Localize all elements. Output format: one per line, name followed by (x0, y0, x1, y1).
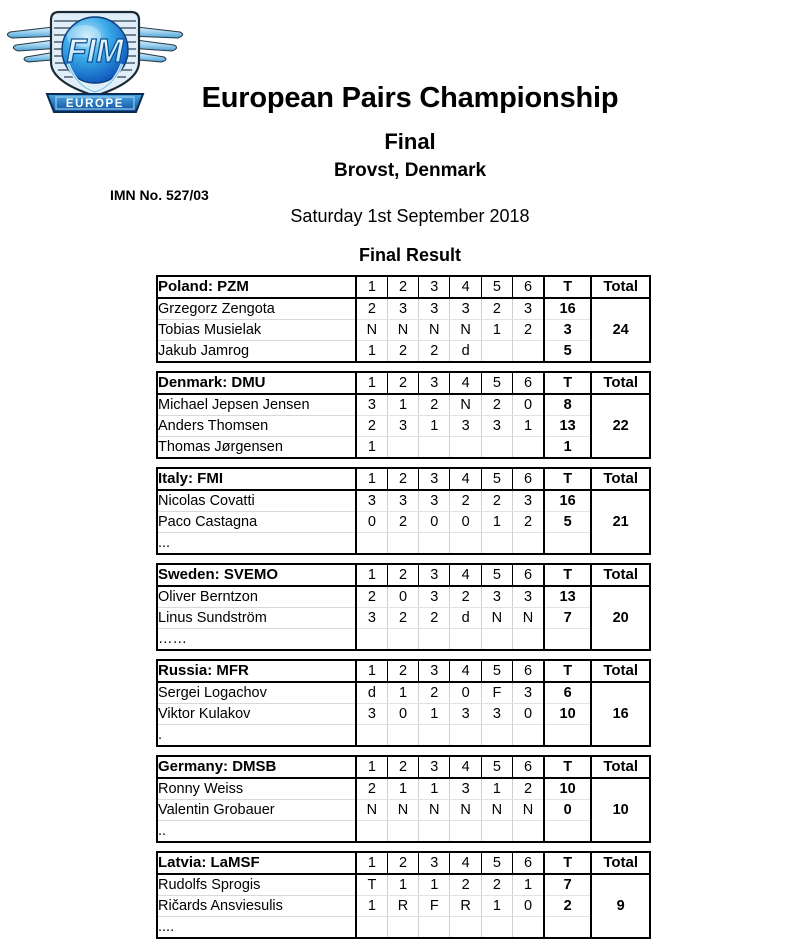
heat-header: 4 (450, 853, 481, 874)
heat-score: 3 (513, 490, 544, 512)
europe-banner (47, 94, 143, 112)
heat-score: 3 (419, 298, 450, 320)
rider-total: 2 (544, 896, 591, 917)
heat-total-header: T (544, 853, 591, 874)
heat-score: 3 (513, 682, 544, 704)
heat-score (387, 533, 418, 554)
rider-row (158, 394, 649, 416)
heat-score: 0 (513, 896, 544, 917)
heat-score: 2 (481, 298, 512, 320)
heat-score: 2 (513, 512, 544, 533)
team-table (158, 661, 649, 745)
heat-score: 2 (450, 874, 481, 896)
rider-total: 13 (544, 416, 591, 437)
heat-score: 1 (356, 896, 387, 917)
rider-name: Viktor Kulakov (158, 704, 356, 725)
heat-score: 1 (481, 320, 512, 341)
heat-score: 1 (356, 341, 387, 362)
heat-score (481, 533, 512, 554)
heat-score: N (419, 800, 450, 821)
rider-name: Michael Jepsen Jensen (158, 394, 356, 416)
heat-score: d (450, 341, 481, 362)
heat-total-header: T (544, 661, 591, 682)
rider-row (158, 629, 649, 650)
heat-score: N (450, 320, 481, 341)
heat-score: 2 (356, 586, 387, 608)
grand-total-header: Total (591, 277, 649, 298)
heat-score: 1 (419, 778, 450, 800)
rider-name: ... (158, 535, 171, 551)
heat-header: 2 (387, 661, 418, 682)
heat-score: 3 (481, 704, 512, 725)
team-table (158, 277, 649, 361)
rider-name: Valentin Grobauer (158, 800, 356, 821)
heat-score: 1 (513, 416, 544, 437)
rider-name: .. (158, 823, 167, 839)
svg-text:EUROPE: EUROPE (65, 98, 125, 110)
rider-total: 7 (544, 608, 591, 629)
heat-score: 1 (356, 437, 387, 458)
heat-header: 4 (450, 277, 481, 298)
team-header-row (158, 373, 649, 394)
rider-name: Thomas Jørgensen (158, 439, 283, 455)
rider-name: Jakub Jamrog (158, 343, 250, 359)
team-block (156, 371, 651, 459)
heat-score: d (356, 682, 387, 704)
rider-name: Ričards Ansviesulis (158, 896, 356, 917)
heat-score (419, 533, 450, 554)
rider-total: 0 (544, 800, 591, 821)
heat-header: 5 (481, 565, 512, 586)
heat-score: 2 (481, 394, 512, 416)
team-header-row (158, 277, 649, 298)
heat-score: N (356, 800, 387, 821)
heat-score: R (450, 896, 481, 917)
heat-score: 3 (450, 298, 481, 320)
team-total: 22 (591, 394, 649, 457)
heat-header: 6 (513, 373, 544, 394)
heat-header: 3 (419, 661, 450, 682)
rider-total (544, 725, 591, 746)
heat-header: 6 (513, 853, 544, 874)
heat-header: 4 (450, 373, 481, 394)
rider-row (158, 800, 649, 821)
heat-score (481, 917, 512, 938)
heat-score (387, 917, 418, 938)
heat-total-header: T (544, 565, 591, 586)
heat-score (481, 725, 512, 746)
rider-row (158, 682, 649, 704)
rider-row (158, 874, 649, 896)
heat-header: 1 (356, 277, 387, 298)
heat-score: 0 (419, 512, 450, 533)
heat-score: 3 (356, 608, 387, 629)
heat-score (356, 629, 387, 650)
heat-score: F (481, 682, 512, 704)
heat-score (481, 341, 512, 362)
heat-score: 1 (513, 874, 544, 896)
rider-total: 16 (544, 490, 591, 512)
team-header-row (158, 661, 649, 682)
heat-score: 1 (481, 512, 512, 533)
heat-score: 3 (513, 586, 544, 608)
heat-score: 2 (387, 512, 418, 533)
heat-score (419, 437, 450, 458)
heat-header: 6 (513, 757, 544, 778)
event-venue: Brovst, Denmark (333, 160, 487, 181)
results-container (156, 275, 651, 939)
heat-total-header: T (544, 469, 591, 490)
team-block (156, 275, 651, 363)
heat-score: N (450, 800, 481, 821)
event-stage: Final (384, 129, 436, 154)
heat-score: 2 (450, 490, 481, 512)
heat-score (450, 821, 481, 842)
rider-row (158, 416, 649, 437)
rider-total (544, 533, 591, 554)
heat-header: 3 (419, 757, 450, 778)
heat-score (419, 725, 450, 746)
heat-header: 4 (450, 757, 481, 778)
heat-header: 2 (387, 853, 418, 874)
rider-total: 6 (544, 682, 591, 704)
rider-total: 16 (544, 298, 591, 320)
rider-name: Oliver Berntzon (158, 586, 356, 608)
heat-score (356, 533, 387, 554)
heat-score: 2 (356, 298, 387, 320)
heat-score: 3 (387, 416, 418, 437)
heat-header: 1 (356, 565, 387, 586)
heat-score: 3 (356, 490, 387, 512)
team-header-row (158, 853, 649, 874)
heat-score (419, 821, 450, 842)
rider-total: 3 (544, 320, 591, 341)
grand-total-header: Total (591, 757, 649, 778)
rider-name: Paco Castagna (158, 512, 356, 533)
heat-score: 3 (450, 416, 481, 437)
heat-score: 0 (387, 586, 418, 608)
team-block (156, 563, 651, 651)
rider-total: 10 (544, 778, 591, 800)
heat-score: 1 (419, 874, 450, 896)
heat-score: N (356, 320, 387, 341)
heat-header: 3 (419, 373, 450, 394)
heat-score: 3 (356, 394, 387, 416)
rider-row (158, 704, 649, 725)
heat-score: 2 (419, 682, 450, 704)
heat-score (513, 437, 544, 458)
heat-total-header: T (544, 757, 591, 778)
team-name: Poland: PZM (158, 277, 356, 298)
team-header-row (158, 469, 649, 490)
heat-header: 4 (450, 661, 481, 682)
team-total: 16 (591, 682, 649, 745)
rider-name: Anders Thomsen (158, 416, 356, 437)
rider-row (158, 320, 649, 341)
rider-row (158, 533, 649, 554)
rider-name: Ronny Weiss (158, 778, 356, 800)
team-table (158, 757, 649, 841)
heat-score: 2 (419, 608, 450, 629)
heat-score: N (387, 800, 418, 821)
heat-score: 3 (419, 586, 450, 608)
team-total: 20 (591, 586, 649, 649)
rider-row (158, 917, 649, 938)
heat-header: 5 (481, 757, 512, 778)
team-name: Germany: DMSB (158, 757, 356, 778)
heat-header: 1 (356, 853, 387, 874)
heat-score (450, 437, 481, 458)
team-table (158, 469, 649, 553)
heat-score: 1 (481, 778, 512, 800)
team-header-row (158, 565, 649, 586)
heat-score: 1 (387, 394, 418, 416)
heat-header: 1 (356, 757, 387, 778)
rider-name: Rudolfs Sprogis (158, 874, 356, 896)
rider-total: 13 (544, 586, 591, 608)
heat-score (419, 917, 450, 938)
heat-header: 6 (513, 565, 544, 586)
heat-score: 3 (356, 704, 387, 725)
heat-score: 1 (387, 682, 418, 704)
heat-score: 2 (356, 778, 387, 800)
heat-score: 3 (387, 490, 418, 512)
heat-header: 5 (481, 277, 512, 298)
heat-score: d (450, 608, 481, 629)
team-block (156, 467, 651, 555)
rider-row (158, 821, 649, 842)
heat-total-header: T (544, 277, 591, 298)
heat-header: 6 (513, 469, 544, 490)
team-header-row (158, 757, 649, 778)
heat-score: 3 (450, 778, 481, 800)
heat-header: 6 (513, 661, 544, 682)
rider-name: …… (158, 631, 187, 647)
heat-score: 3 (481, 416, 512, 437)
heat-score (356, 725, 387, 746)
team-name: Sweden: SVEMO (158, 565, 356, 586)
heat-header: 3 (419, 565, 450, 586)
rider-row (158, 490, 649, 512)
team-name: Italy: FMI (158, 469, 356, 490)
heat-header: 2 (387, 565, 418, 586)
heat-score: 0 (356, 512, 387, 533)
page-title: European Pairs Championship (201, 82, 619, 114)
heat-score: 3 (513, 298, 544, 320)
heat-header: 5 (481, 853, 512, 874)
heat-header: 2 (387, 277, 418, 298)
heat-score: N (481, 608, 512, 629)
heat-header: 5 (481, 661, 512, 682)
heat-score (481, 629, 512, 650)
grand-total-header: Total (591, 853, 649, 874)
heat-header: 3 (419, 853, 450, 874)
rider-total: 1 (544, 437, 591, 458)
rider-row (158, 896, 649, 917)
team-name: Denmark: DMU (158, 373, 356, 394)
heat-header: 4 (450, 469, 481, 490)
heat-header: 1 (356, 661, 387, 682)
heat-score: 2 (481, 490, 512, 512)
rider-row (158, 725, 649, 746)
heat-score: 3 (419, 490, 450, 512)
section-title: Final Result (358, 245, 461, 265)
heat-score: F (419, 896, 450, 917)
team-table (158, 853, 649, 937)
heat-header: 2 (387, 757, 418, 778)
rider-name: Nicolas Covatti (158, 490, 356, 512)
heat-score: 1 (387, 874, 418, 896)
heat-score (481, 437, 512, 458)
heat-score (481, 821, 512, 842)
fim-wordmark: FIM (66, 32, 124, 69)
grand-total-header: Total (591, 661, 649, 682)
heat-score: 3 (450, 704, 481, 725)
heat-score: 1 (387, 778, 418, 800)
rider-total: 8 (544, 394, 591, 416)
rider-name: .... (158, 919, 175, 935)
heat-score: 0 (513, 394, 544, 416)
rider-row (158, 778, 649, 800)
heat-header: 2 (387, 373, 418, 394)
team-block (156, 659, 651, 747)
heat-score (450, 629, 481, 650)
heat-score (513, 629, 544, 650)
heat-score (356, 821, 387, 842)
rider-total (544, 821, 591, 842)
rider-total: 5 (544, 512, 591, 533)
heat-score: 0 (513, 704, 544, 725)
heat-header: 3 (419, 277, 450, 298)
heat-score: 2 (450, 586, 481, 608)
heat-score (387, 437, 418, 458)
heat-score (450, 725, 481, 746)
heat-score (513, 725, 544, 746)
rider-row (158, 437, 649, 458)
heat-score (513, 533, 544, 554)
heat-score (387, 629, 418, 650)
heat-score: 1 (419, 704, 450, 725)
team-name: Latvia: LaMSF (158, 853, 356, 874)
heat-score: 2 (356, 416, 387, 437)
heat-score: N (387, 320, 418, 341)
heat-score (450, 917, 481, 938)
rider-row (158, 608, 649, 629)
heat-header: 5 (481, 373, 512, 394)
heat-score: 0 (450, 512, 481, 533)
heat-header: 4 (450, 565, 481, 586)
rider-total: 5 (544, 341, 591, 362)
heat-score (513, 821, 544, 842)
heat-score: 2 (387, 608, 418, 629)
team-table (158, 565, 649, 649)
heat-score: N (450, 394, 481, 416)
team-name: Russia: MFR (158, 661, 356, 682)
heat-header: 2 (387, 469, 418, 490)
heat-header: 3 (419, 469, 450, 490)
heat-score: N (513, 608, 544, 629)
imn-number: IMN No. 527/03 (110, 187, 209, 203)
heat-header: 1 (356, 373, 387, 394)
event-date: Saturday 1st September 2018 (290, 206, 530, 226)
rider-total (544, 917, 591, 938)
heat-score (513, 341, 544, 362)
heat-score: 2 (419, 394, 450, 416)
heat-score (387, 821, 418, 842)
heat-header: 1 (356, 469, 387, 490)
rider-name: Linus Sundström (158, 608, 356, 629)
heat-score: T (356, 874, 387, 896)
heat-score: 3 (481, 586, 512, 608)
rider-row (158, 586, 649, 608)
rider-name: Grzegorz Zengota (158, 298, 356, 320)
rider-name: Tobias Musielak (158, 320, 356, 341)
team-table (158, 373, 649, 457)
grand-total-header: Total (591, 469, 649, 490)
heat-score: 0 (387, 704, 418, 725)
heat-score (387, 725, 418, 746)
rider-total: 7 (544, 874, 591, 896)
team-total: 21 (591, 490, 649, 553)
team-total: 9 (591, 874, 649, 937)
team-total: 10 (591, 778, 649, 841)
heat-score: 2 (481, 874, 512, 896)
rider-total: 10 (544, 704, 591, 725)
rider-name: Sergei Logachov (158, 682, 356, 704)
heat-score: N (513, 800, 544, 821)
rider-row (158, 512, 649, 533)
grand-total-header: Total (591, 565, 649, 586)
heat-score: N (481, 800, 512, 821)
heat-header: 6 (513, 277, 544, 298)
heat-header: 5 (481, 469, 512, 490)
team-block (156, 851, 651, 939)
heat-score: 3 (387, 298, 418, 320)
heat-score (419, 629, 450, 650)
heat-score: 2 (513, 320, 544, 341)
heat-score: 0 (450, 682, 481, 704)
heat-score: 2 (419, 341, 450, 362)
heat-score (356, 917, 387, 938)
heat-score (513, 917, 544, 938)
rider-row (158, 341, 649, 362)
grand-total-header: Total (591, 373, 649, 394)
heat-score: 2 (513, 778, 544, 800)
rider-name: . (158, 727, 163, 743)
heat-score (450, 533, 481, 554)
heat-total-header: T (544, 373, 591, 394)
rider-total (544, 629, 591, 650)
team-total: 24 (591, 298, 649, 361)
heat-score: 1 (419, 416, 450, 437)
heat-score: 1 (481, 896, 512, 917)
team-block (156, 755, 651, 843)
rider-row (158, 298, 649, 320)
heat-score: 2 (387, 341, 418, 362)
heat-score: R (387, 896, 418, 917)
heat-score: N (419, 320, 450, 341)
